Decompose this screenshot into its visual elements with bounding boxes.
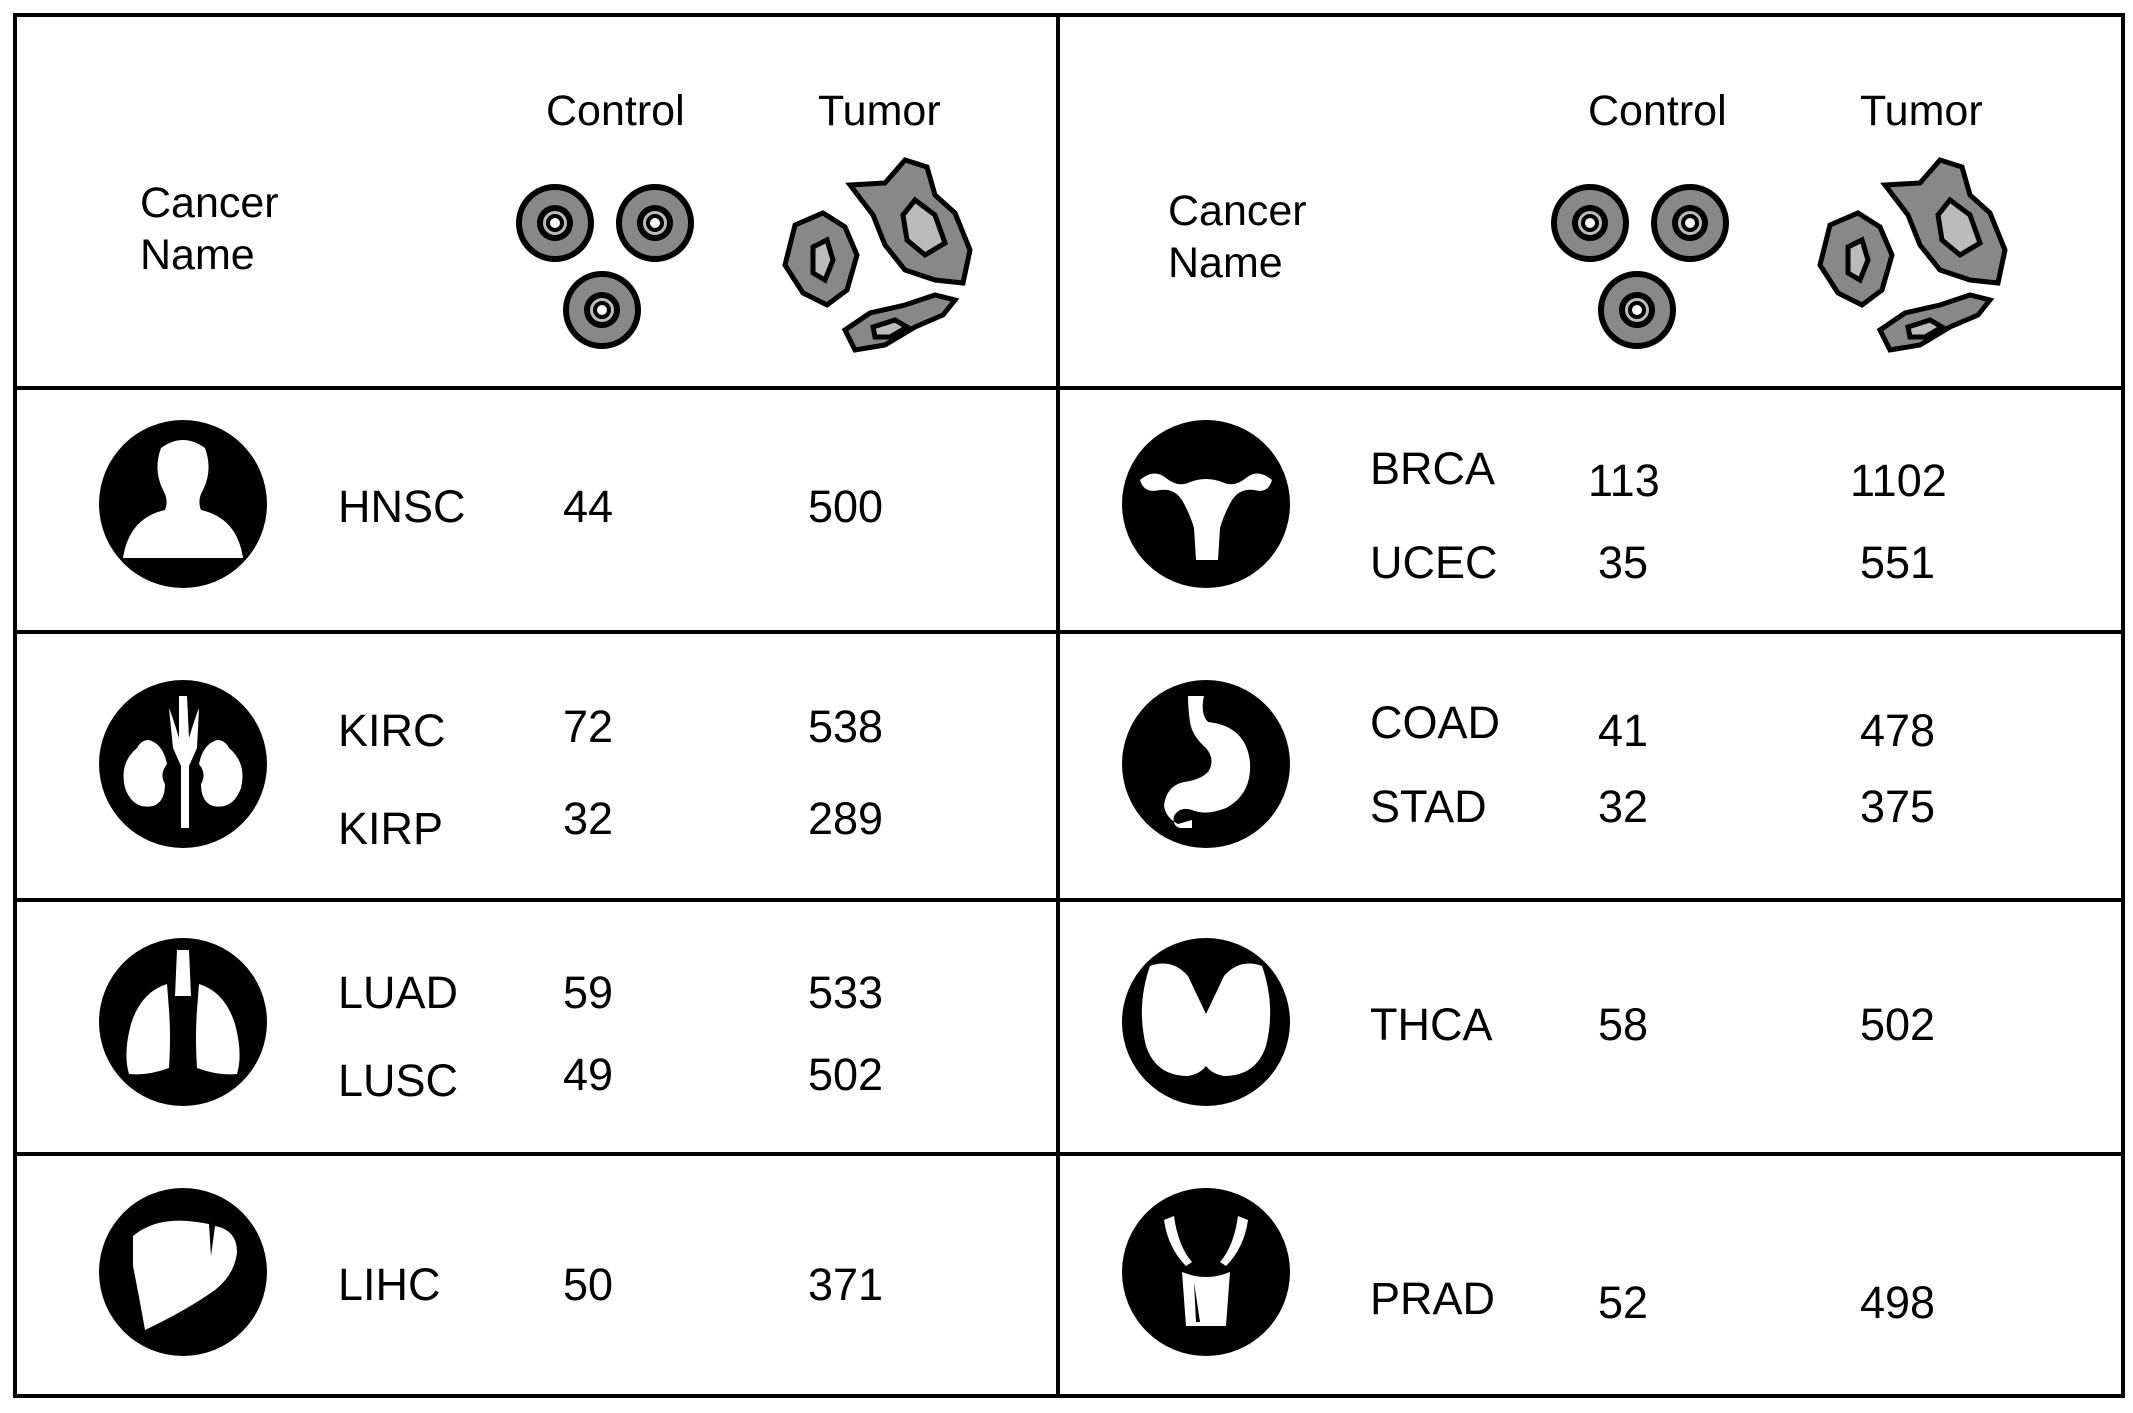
header-cancer-name-right: Cancer Name: [1168, 187, 1307, 287]
border-bottom: [13, 1394, 2125, 1398]
control-count-lusc: 49: [563, 1049, 614, 1100]
tumor-count-luad: 533: [808, 967, 884, 1018]
head-neck-icon: [97, 418, 269, 590]
divider-row-2: [13, 898, 2125, 902]
prostate-icon: [1120, 1186, 1292, 1358]
header-cancer-name: Cancer Name: [140, 179, 279, 279]
control-count-brca: 113: [1588, 455, 1660, 506]
tumor-count-lihc: 371: [808, 1259, 884, 1310]
header-tumor: Tumor: [818, 87, 941, 135]
tumor-count-kirc: 538: [808, 701, 884, 752]
cancer-name-stad: STAD: [1370, 781, 1487, 832]
normal-cells-icon: [1550, 175, 1730, 360]
control-count-thca: 58: [1598, 999, 1649, 1050]
header-tumor-right: Tumor: [1860, 87, 1983, 135]
control-count-ucec: 35: [1598, 537, 1649, 588]
thyroid-icon: [1120, 936, 1292, 1108]
uterus-icon: [1120, 418, 1292, 590]
header-control-right: Control: [1588, 87, 1727, 135]
divider-header: [13, 386, 2125, 390]
control-count-kirp: 32: [563, 793, 614, 844]
liver-icon: [97, 1186, 269, 1358]
tumor-count-prad: 498: [1860, 1277, 1936, 1328]
border-right: [2121, 13, 2125, 1398]
cancer-name-lihc: LIHC: [338, 1259, 441, 1310]
divider-row-3: [13, 1152, 2125, 1156]
control-count-hnsc: 44: [563, 481, 614, 532]
cancer-name-brca: BRCA: [1370, 443, 1496, 494]
divider-row-1: [13, 630, 2125, 634]
tumor-cells-icon: [775, 155, 985, 360]
stomach-icon: [1120, 678, 1292, 850]
tumor-count-kirp: 289: [808, 793, 884, 844]
lung-icon: [97, 936, 269, 1108]
tumor-count-hnsc: 500: [808, 481, 884, 532]
cancer-name-prad: PRAD: [1370, 1273, 1496, 1324]
tumor-count-ucec: 551: [1860, 537, 1936, 588]
kidney-icon: [97, 678, 269, 850]
header-control: Control: [546, 87, 685, 135]
border-top: [13, 13, 2125, 17]
cancer-name-luad: LUAD: [338, 967, 459, 1018]
tumor-count-lusc: 502: [808, 1049, 884, 1100]
control-count-lihc: 50: [563, 1259, 614, 1310]
cancer-name-thca: THCA: [1370, 999, 1493, 1050]
cancer-name-kirc: KIRC: [338, 705, 446, 756]
cancer-name-lusc: LUSC: [338, 1055, 459, 1106]
divider-center: [1056, 13, 1060, 1398]
cancer-name-kirp: KIRP: [338, 803, 444, 854]
normal-cells-icon: [515, 175, 695, 360]
control-count-luad: 59: [563, 967, 614, 1018]
tumor-cells-icon: [1810, 155, 2020, 360]
control-count-prad: 52: [1598, 1277, 1649, 1328]
control-count-coad: 41: [1598, 705, 1649, 756]
control-count-stad: 32: [1598, 781, 1649, 832]
tumor-count-stad: 375: [1860, 781, 1936, 832]
cancer-name-hnsc: HNSC: [338, 481, 466, 532]
control-count-kirc: 72: [563, 701, 614, 752]
cancer-name-ucec: UCEC: [1370, 537, 1498, 588]
border-left: [13, 13, 17, 1398]
tumor-count-brca: 1102: [1850, 455, 1947, 506]
tumor-count-coad: 478: [1860, 705, 1936, 756]
cancer-name-coad: COAD: [1370, 697, 1501, 748]
tumor-count-thca: 502: [1860, 999, 1936, 1050]
